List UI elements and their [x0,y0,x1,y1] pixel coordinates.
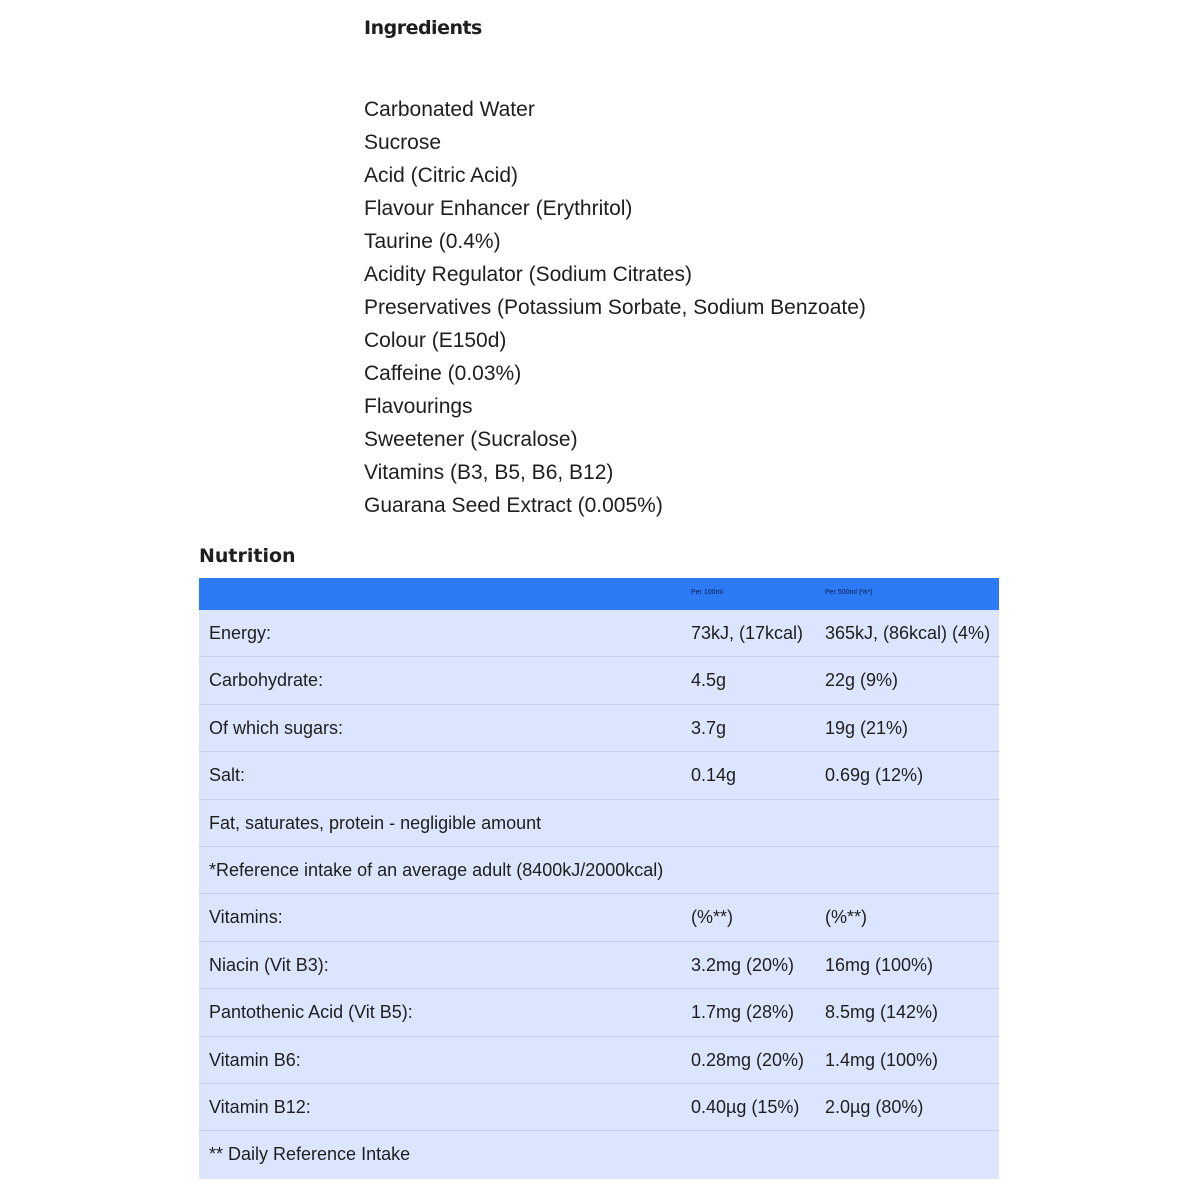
table-row [199,800,999,847]
header-per-500ml: Per 500ml (%*) [825,589,873,596]
table-row [199,657,999,704]
row-value-per-500ml: 0.69g (12%) [825,765,924,786]
ingredient-item: Flavourings [364,395,473,418]
row-value-per-500ml: 1.4mg (100%) [825,1049,939,1070]
row-value-per-100ml: 73kJ, (17kcal) [691,623,804,643]
row-value-per-100ml: 3.2mg (20%) [691,954,795,975]
ingredient-item: Guarana Seed Extract (0.005%) [364,494,663,517]
row-value-per-100ml: 1.7mg (28%) [691,1002,795,1023]
row-label: Energy: [209,623,272,643]
table-row [199,989,999,1036]
row-value-per-500ml: 22g (9%) [825,670,899,691]
ingredient-item: Colour (E150d) [364,329,507,352]
row-value-per-100ml: 0.14g [691,765,737,786]
table-row [199,752,999,799]
row-label: Salt: [209,765,246,786]
table-row [199,1037,999,1084]
row-label: Vitamin B6: [209,1049,301,1070]
row-label: ** Daily Reference Intake [209,1144,411,1165]
nutrition-table-body [199,610,999,1179]
row-label: Vitamins: [209,907,283,928]
row-value-per-100ml: (%**) [691,907,734,928]
row-value-per-500ml: 19g (21%) [825,717,909,738]
ingredient-item: Preservatives (Potassium Sorbate, Sodium Benzoate) [364,296,866,319]
table-row [199,847,999,894]
row-label: Carbohydrate: [209,670,324,691]
ingredient-item: Caffeine (0.03%) [364,362,522,385]
row-label: Pantothenic Acid (Vit B5): [209,1002,413,1023]
table-row [199,1131,999,1178]
row-value-per-500ml: 16mg (100%) [825,954,934,975]
table-row [199,705,999,752]
row-value-per-500ml: 365kJ, (86kcal) (4%) [825,623,991,643]
row-value-per-100ml: 0.40µg (15%) [691,1096,800,1117]
nutrition-title: Nutrition [199,545,296,567]
row-label: Fat, saturates, protein - negligible amount [209,812,542,833]
row-value-per-500ml: 8.5mg (142%) [825,1002,939,1023]
ingredient-item: Acid (Citric Acid) [364,164,519,187]
row-value-per-100ml: 4.5g [691,670,727,691]
ingredients-title: Ingredients [364,17,482,39]
table-row [199,894,999,941]
row-value-per-100ml: 0.28mg (20%) [691,1049,805,1070]
row-value-per-500ml: (%**) [825,907,868,928]
ingredient-item: Sucrose [364,131,442,154]
ingredient-item: Taurine (0.4%) [364,230,501,253]
row-value-per-100ml: 3.7g [691,717,727,738]
ingredients-list [364,93,1064,522]
table-row [199,610,999,657]
ingredient-item: Flavour Enhancer (Erythritol) [364,197,633,220]
ingredient-item: Carbonated Water [364,98,535,121]
table-row [199,1084,999,1131]
nutrition-table [199,578,999,1179]
ingredient-item: Sweetener (Sucralose) [364,428,578,451]
table-row [199,942,999,989]
nutrition-table-header [199,578,999,610]
row-label: *Reference intake of an average adult (8400kJ/2000kcal) [209,859,664,880]
ingredient-item: Acidity Regulator (Sodium Citrates) [364,263,692,286]
row-label: Of which sugars: [209,717,344,738]
header-per-100ml: Per 100ml [691,589,723,596]
row-label: Vitamin B12: [209,1096,311,1117]
row-label: Niacin (Vit B3): [209,954,329,975]
ingredients-section [364,14,1064,522]
row-value-per-500ml: 2.0µg (80%) [825,1096,924,1117]
ingredient-item: Vitamins (B3, B5, B6, B12) [364,461,614,484]
